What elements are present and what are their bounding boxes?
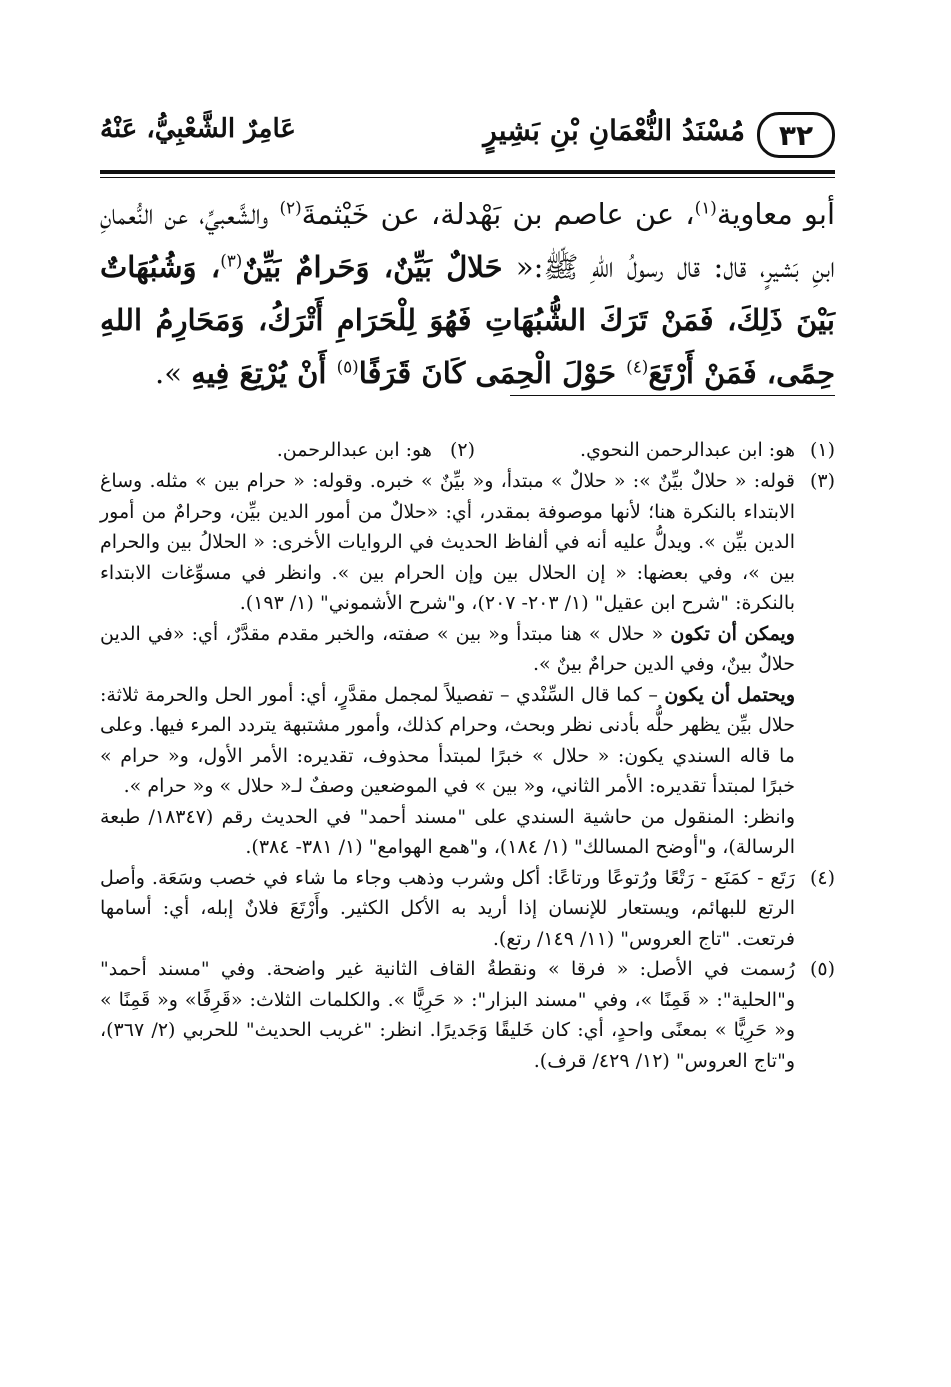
running-header — [100, 106, 835, 166]
footnote-ref-5[interactable]: (٥) — [336, 356, 359, 377]
footnote-ref-1[interactable]: (١) — [694, 197, 717, 218]
quote-close: ». — [155, 356, 192, 390]
footnote-ref-2[interactable]: (٢) — [279, 197, 302, 218]
footnote-3-paragraph-2 — [100, 619, 795, 680]
header-section: عَامِرٌ الشَّعْبِيُّ، عَنْهُ — [100, 114, 296, 144]
matn-part-4: أَنْ يُرْتِعَ فِيهِ — [191, 356, 337, 390]
footnote-2-number: (٢) — [449, 439, 475, 461]
page-number: ٣٢ — [778, 118, 814, 152]
footnote-separator — [510, 395, 835, 396]
footnote-2 — [277, 435, 475, 466]
footnote-ref-4[interactable]: (٤) — [626, 356, 649, 377]
footnote-3-p2-body: « حلال » هنا مبتدأ و« بين » صفته، والخبر مقدم مقدَّرٌ، أي: «في الدين حلالٌ بينٌ، وفي الدين حرامٌ بينٌ ». — [100, 622, 795, 675]
isnad-part-2: ، عن عاصم بن بَهْدلة، عن خَيْثمةَ — [301, 197, 695, 231]
footnote-3-paragraph-3 — [100, 680, 795, 802]
hadith-paragraph — [100, 188, 835, 400]
header-title: مُسْنَدُ النُّعْمَانِ بْنِ بَشِيرٍ — [483, 114, 745, 147]
header-rule-thick — [100, 170, 835, 174]
footnote-3 — [100, 466, 835, 863]
footnote-1-number: (١) — [809, 439, 835, 461]
footnote-4 — [100, 863, 835, 955]
footnote-3-number: (٣) — [809, 470, 835, 492]
footnote-ref-3[interactable]: (٣) — [220, 250, 243, 271]
footnote-4-text: رَتَع - كمَنَع - رَتْعًا ورُتوعًا ورتاعًا: أكل وشرب وذهب وجاء ما شاء في خصب وسَعَة. وأصل الرتع للبهائم، ويستعار للإنسان إذا أريد به الأكل الكثير. وأَرْتَعَ فلانٌ إبله، أي: أسامها فرتعت. "تاج العروس" (١١/ ١٤٩/ رتع). — [100, 866, 795, 950]
footnote-1 — [580, 435, 835, 466]
footnote-5-number: (٥) — [809, 958, 835, 980]
hadith-text — [100, 188, 835, 400]
footnote-3-paragraph-1: قوله: « حلالٌ بيِّنٌ »: « حلالٌ » مبتدأ، و« بيِّنٌ » خبره. وقوله: « حرام بين » مثله. وساغ الابتداء بالنكرة هنا؛ لأنها موصوفة بمقدر، أي: «حلالٌ من أمور الدين بيِّن، وحرامٌ من أمور الدين بيِّن ». ويدلُّ عليه أنه في ألفاظ الحديث في الروايات الأخرى: « الحلالُ بين والحرام بين »، وفي بعضها: « إن الحلال بين وإن الحرام بين ». وانظر في مسوِّغات الابتداء بالنكرة: "شرح ابن عقيل" (١/ ٢٠٣- ٢٠٧)، و"شرح الأشموني" (١/ ١٩٣). — [100, 470, 795, 614]
footnote-4-number: (٤) — [809, 866, 835, 889]
matn-part-2: ، وَشُبُهَاتٌ بَيْنَ ذَلِكَ، فَمَنْ تَرَكَ الشُّبُهَاتِ فَهُوَ لِلْحَرَامِ أَتْرَكُ، وَمَحَارِمُ اللهِ حِمًى، فَمَنْ أَرْتَعَ — [100, 250, 835, 390]
footnote-3-paragraph-4: وانظر: المنقول من حاشية السندي على "مسند أحمد" في الحديث رقم (١٨٣٤٧/ طبعة الرسالة)، و"أوضح المسالك" (١/ ١٨٤)، و"همع الهوامع" (١/ ٣٨١- ٣٨٤). — [100, 805, 795, 858]
matn-part-1: حَلالٌ بَيِّنٌ، وَحَرامٌ بَيِّنٌ — [242, 250, 503, 284]
quote-open: « — [502, 250, 534, 284]
header-rule-thin — [100, 177, 835, 178]
isnad-part-1: أبو معاوية — [716, 197, 835, 231]
footnote-1-text: هو: ابن عبدالرحمن النحوي. — [580, 439, 795, 461]
footnote-2-text: هو: ابن عبدالرحمن. — [276, 439, 432, 461]
isnad-part-3: والشَّعبيِّ، عن النُّعمانِ ابنِ بَشيرٍ، قال: قال رسولُ اللهِ ﷺ: — [100, 197, 835, 284]
footnote-5-text: رُسمت في الأصل: « فرقا » ونقطةُ القاف الثانية غير واضحة. وفي "مسند أحمد" و"الحلية": « قَمِنًا »، وفي "مسند البزار": « حَرِيًّا ». والكلمات الثلاث: «قَرِفًا» و« قَمِنًا » و« حَرِيًّا » بمعنًى واحدٍ، أي: كان خَليقًا وَجَديرًا. انظر: "غريب الحديث" للحربي (٢/ ٣٦٧)، و"تاج العروس" (١٢/ ٤٢٩/ قرف). — [100, 958, 795, 1072]
footnotes — [100, 435, 835, 1076]
footnote-3-p3-lead: ويحتمل أن يكون — [664, 683, 795, 706]
footnote-3-p3-body: – كما قال السِّنْدي – تفصيلاً لمجمل مقدَّرٍ، أي: أمور الحل والحرمة ثلاثة: حلال بيِّن يظهر حلُّه بأدنى نظر وبحث، وحرام كذلك، وأمور مشتبهة يتردد المرء فيها. وعلى ما قاله السندي يكون: « حلال » خبرًا لمبتدأ محذوف، تقديره: الأمر الأول، و« حرام » خبرًا لمبتدأ تقديره: الأمر الثاني، و« بين » في الموضعين وصفٌ لـ« حلال » و« حرام ». — [100, 683, 795, 797]
footnote-3-p2-lead: ويمكن أن تكون — [670, 622, 795, 645]
matn-part-3: حَوْلَ الْحِمَى كَانَ قَرَفًا — [358, 356, 627, 390]
footnote-5 — [100, 954, 835, 1076]
footnotes-1-2-row — [100, 435, 835, 466]
page-number-badge — [757, 112, 835, 158]
